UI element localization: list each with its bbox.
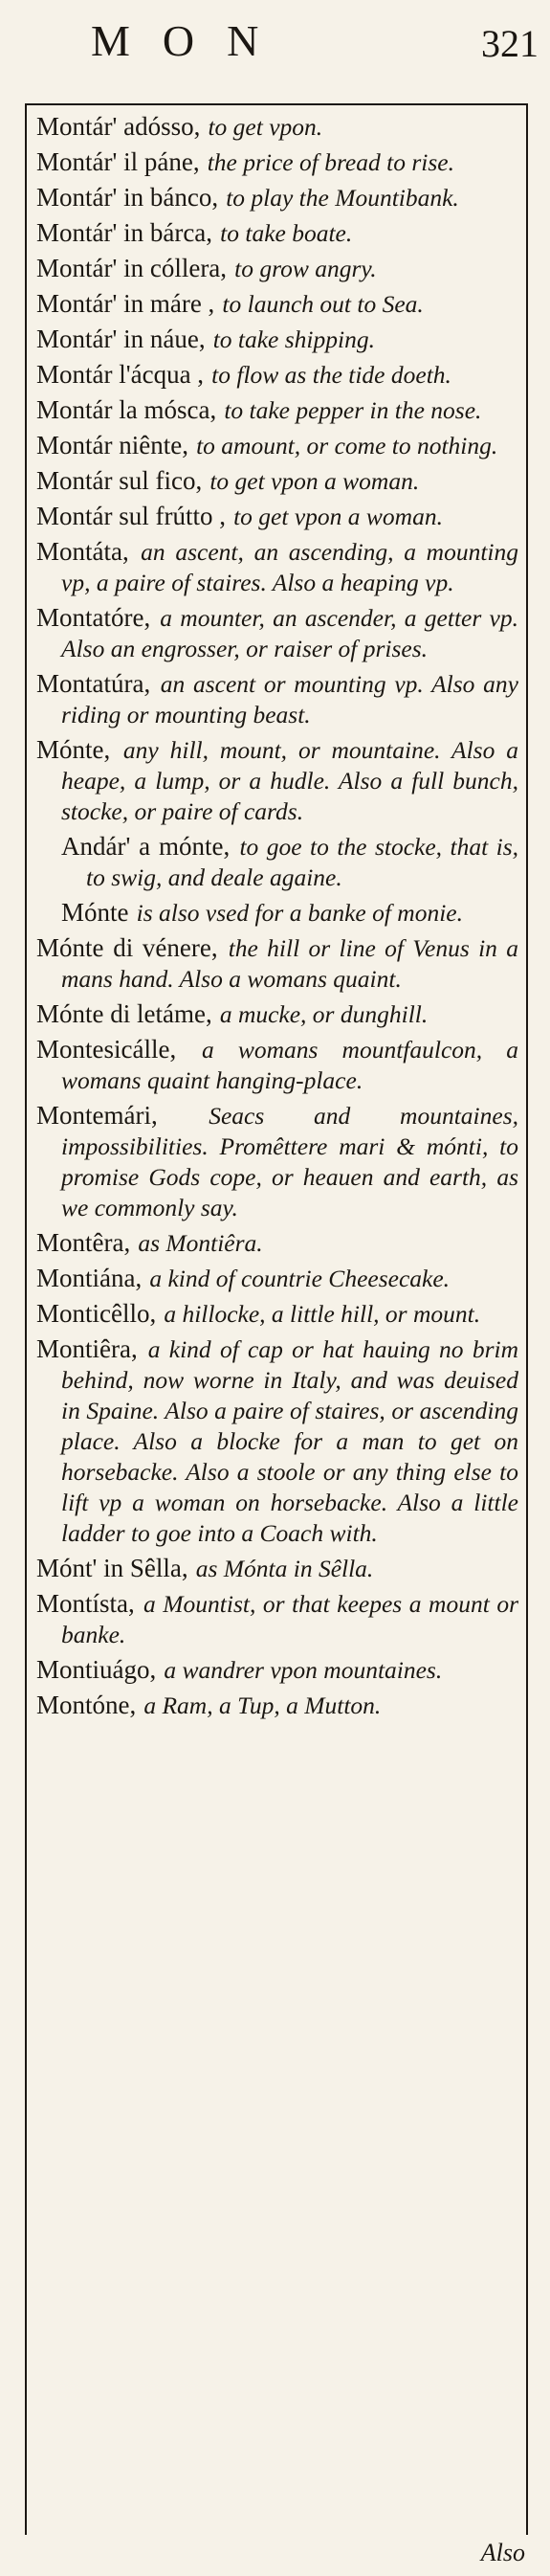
- entry-definition: an ascent, an ascending, a mounting vp, a paire of staires. Also a heaping vp.: [61, 538, 519, 596]
- entry-definition: to get vpon a woman.: [209, 467, 420, 495]
- entry-definition: is also vsed for a banke of monie.: [136, 899, 463, 927]
- catchword: Also: [480, 2539, 525, 2566]
- dictionary-entry: [36, 1588, 518, 1650]
- dictionary-entry: [36, 1034, 518, 1096]
- entry-definition: to get vpon.: [208, 113, 323, 141]
- entry-definition: a kind of countrie Cheesecake.: [149, 1265, 451, 1292]
- entry-definition: to get vpon a woman.: [233, 503, 443, 530]
- entry-definition: as Montiêra.: [138, 1229, 263, 1257]
- dictionary-entry: [36, 111, 518, 143]
- entry-headword: Montatóre,: [36, 603, 151, 632]
- entry-headword: Montár' in náue,: [36, 325, 206, 353]
- entry-headword: Montár la mósca,: [36, 395, 217, 424]
- entry-definition: the hill or line of Venus in a mans hand. Also a womans quaint.: [61, 934, 519, 993]
- entry-definition: to take shipping.: [212, 325, 375, 353]
- entry-headword: Montár sul frútto ,: [36, 502, 226, 530]
- dictionary-entry: [36, 430, 518, 461]
- entry-headword: Montêra,: [36, 1228, 131, 1257]
- entry-definition: an ascent or mounting vp. Also any riding or mounting beast.: [61, 670, 518, 728]
- dictionary-entry: [36, 394, 518, 426]
- entry-headword: Montesicálle,: [36, 1035, 177, 1064]
- dictionary-entry: [36, 897, 518, 929]
- dictionary-entry: [36, 602, 518, 664]
- entry-definition: to amount, or come to nothing.: [196, 432, 498, 459]
- entry-headword: Montóne,: [36, 1691, 137, 1719]
- entry-definition: to take pepper in the nose.: [224, 396, 482, 424]
- dictionary-entry: [36, 1263, 518, 1294]
- entry-headword: Montár' il páne,: [36, 147, 200, 176]
- dictionary-entry: [36, 998, 518, 1030]
- entry-headword: Montiuágo,: [36, 1655, 157, 1684]
- entry-definition: to grow angry.: [234, 255, 377, 282]
- entry-headword: Montár' in cóllera,: [36, 254, 228, 282]
- entry-definition: to take boate.: [220, 219, 353, 247]
- entry-headword: Montatúra,: [36, 669, 151, 698]
- entry-headword: Montiána,: [36, 1264, 143, 1292]
- dictionary-entry: [36, 217, 518, 249]
- entry-headword: Montár' adósso,: [36, 112, 201, 141]
- entry-definition: a womans mountfaulcon, a womans quaint hanging-place.: [61, 1036, 519, 1094]
- entry-headword: Mónte di letáme,: [36, 999, 212, 1028]
- entry-definition: to play the Mountibank.: [226, 184, 459, 212]
- entry-headword: Mónte: [61, 898, 129, 927]
- entry-headword: Andár' a mónte,: [61, 832, 231, 861]
- dictionary-entry: [36, 1333, 518, 1549]
- entry-definition: Seacs and mountaines, impossibilities. Promêttere mari & mónti, to promise Gods cope, or heauen and earth, as we commonly say.: [61, 1102, 519, 1221]
- entry-headword: Montísta,: [36, 1589, 135, 1618]
- entry-headword: Montár' in máre ,: [36, 289, 215, 318]
- dictionary-entry: [36, 253, 518, 284]
- dictionary-entry: [36, 288, 518, 320]
- entry-definition: a mounter, an ascender, a getter vp. Also an engrosser, or raiser of prises.: [61, 604, 518, 662]
- entry-definition: any hill, mount, or mountaine. Also a heape, a lump, or a hudle. Also a full bunch, stocke, or paire of cards.: [61, 736, 518, 825]
- entry-definition: a Mountist, or that keepes a mount or banke.: [61, 1590, 518, 1648]
- dictionary-entry: [36, 182, 518, 213]
- entry-definition: as Mónta in Sêlla.: [195, 1555, 374, 1582]
- dictionary-entry: [36, 324, 518, 355]
- entry-headword: Montár l'ácqua ,: [36, 360, 205, 389]
- entry-headword: Montár' in bánco,: [36, 183, 219, 212]
- entry-definition: a hillocke, a little hill, or mount.: [164, 1300, 481, 1328]
- dictionary-entry: [36, 1690, 518, 1721]
- entry-headword: Montáta,: [36, 537, 129, 566]
- entry-headword: Mónte,: [36, 735, 111, 764]
- entry-headword: Montiêra,: [36, 1334, 138, 1363]
- entry-definition: to goe to the stocke, that is, to swig, and deale againe.: [86, 833, 519, 891]
- dictionary-entry: [36, 1654, 518, 1686]
- dictionary-entry: [36, 1553, 518, 1584]
- dictionary-entry: [36, 501, 518, 532]
- dictionary-entry: [36, 1227, 518, 1259]
- dictionary-entry: [36, 831, 518, 893]
- entry-definition: a wandrer vpon mountaines.: [164, 1656, 443, 1684]
- dictionary-entry: [36, 932, 518, 995]
- entry-headword: Mónt' in Sêlla,: [36, 1554, 188, 1582]
- entry-headword: Montár niênte,: [36, 431, 188, 459]
- entry-definition: a mucke, or dunghill.: [219, 1000, 429, 1028]
- entry-headword: Montár sul fico,: [36, 466, 203, 495]
- entry-definition: a kind of cap or hat hauing no brim behind, now worne in Italy, and was deuised in Spaine. Also a paire of staires, or ascending place. Also a blocke for a man to get on horsebacke. Also a stoole or any thing else to lift vp a woman on horsebacke. Also a little ladder to goe into a Coach with.: [61, 1335, 519, 1547]
- entry-headword: Montár' in bárca,: [36, 218, 213, 247]
- entry-definition: to launch out to Sea.: [222, 290, 424, 318]
- page-header: [0, 10, 550, 96]
- dictionary-entry: [36, 536, 518, 598]
- dictionary-entry: [36, 359, 518, 391]
- dictionary-entry: [36, 734, 518, 827]
- entry-definition: to flow as the tide doeth.: [211, 361, 451, 389]
- dictionary-entry: [36, 465, 518, 497]
- entry-headword: Monticêllo,: [36, 1299, 157, 1328]
- running-head: MON: [91, 16, 292, 65]
- entry-headword: Mónte di vénere,: [36, 933, 218, 962]
- dictionary-entry: [36, 1100, 518, 1223]
- page-number: 321: [481, 22, 539, 65]
- entry-definition: a Ram, a Tup, a Mutton.: [143, 1691, 382, 1719]
- entry-headword: Montemári,: [36, 1101, 158, 1130]
- dictionary-entry: [36, 146, 518, 178]
- entry-column: [25, 103, 528, 2535]
- dictionary-entry: [36, 668, 518, 730]
- dictionary-entry: [36, 1298, 518, 1330]
- entry-definition: the price of bread to rise.: [207, 148, 454, 176]
